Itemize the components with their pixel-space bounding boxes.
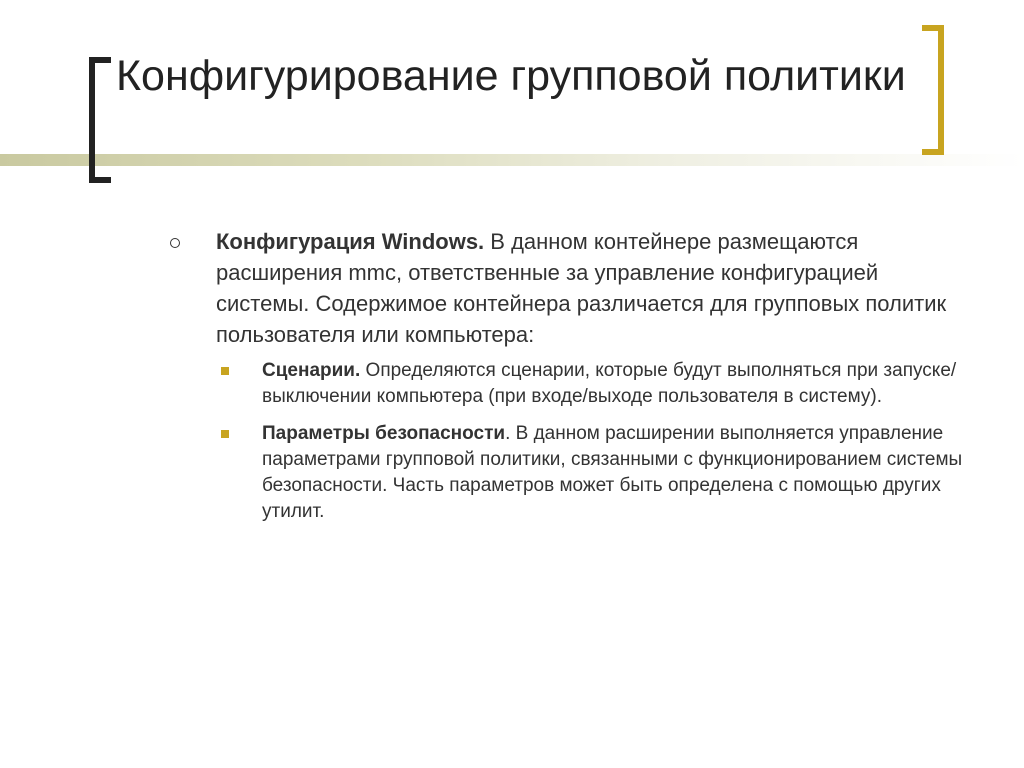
sub-bullet-heading: Параметры безопасности <box>262 423 506 444</box>
left-bracket-decoration <box>89 57 111 183</box>
right-bracket-decoration <box>922 25 944 155</box>
sub-bullet-heading: Сценарии. <box>262 360 361 381</box>
slide-content <box>170 226 970 536</box>
hollow-circle-bullet-icon <box>170 238 180 248</box>
square-bullet-icon <box>221 430 229 438</box>
sub-bullet-text: Определяются сценарии, которые будут выполняться при запуске/выключении компьютера (при входе/выходе пользователя в систему). <box>262 360 957 407</box>
bullet-heading: Конфигурация Windows. <box>216 229 485 254</box>
sub-bullet-list <box>216 358 970 525</box>
sub-bullet-scripts <box>216 358 970 410</box>
square-bullet-icon <box>221 367 229 375</box>
sub-bullet-text: . В данном расширении выполняется управление параметрами групповой политики, связанными с функционированием системы безопасности. Часть параметров может быть определена с помощью других утилит. <box>262 423 963 522</box>
slide-title: Конфигурирование групповой политики <box>116 52 906 100</box>
bullet-text: В данном контейнере размещаются расширения mmc, ответственные за управление конфигурацией системы. Содержимое контейнера различается для групповых политик пользователя или компьютера: <box>216 229 947 347</box>
sub-bullet-security-settings <box>216 421 970 525</box>
title-accent-line <box>0 154 1024 166</box>
bullet-windows-configuration <box>170 226 970 350</box>
